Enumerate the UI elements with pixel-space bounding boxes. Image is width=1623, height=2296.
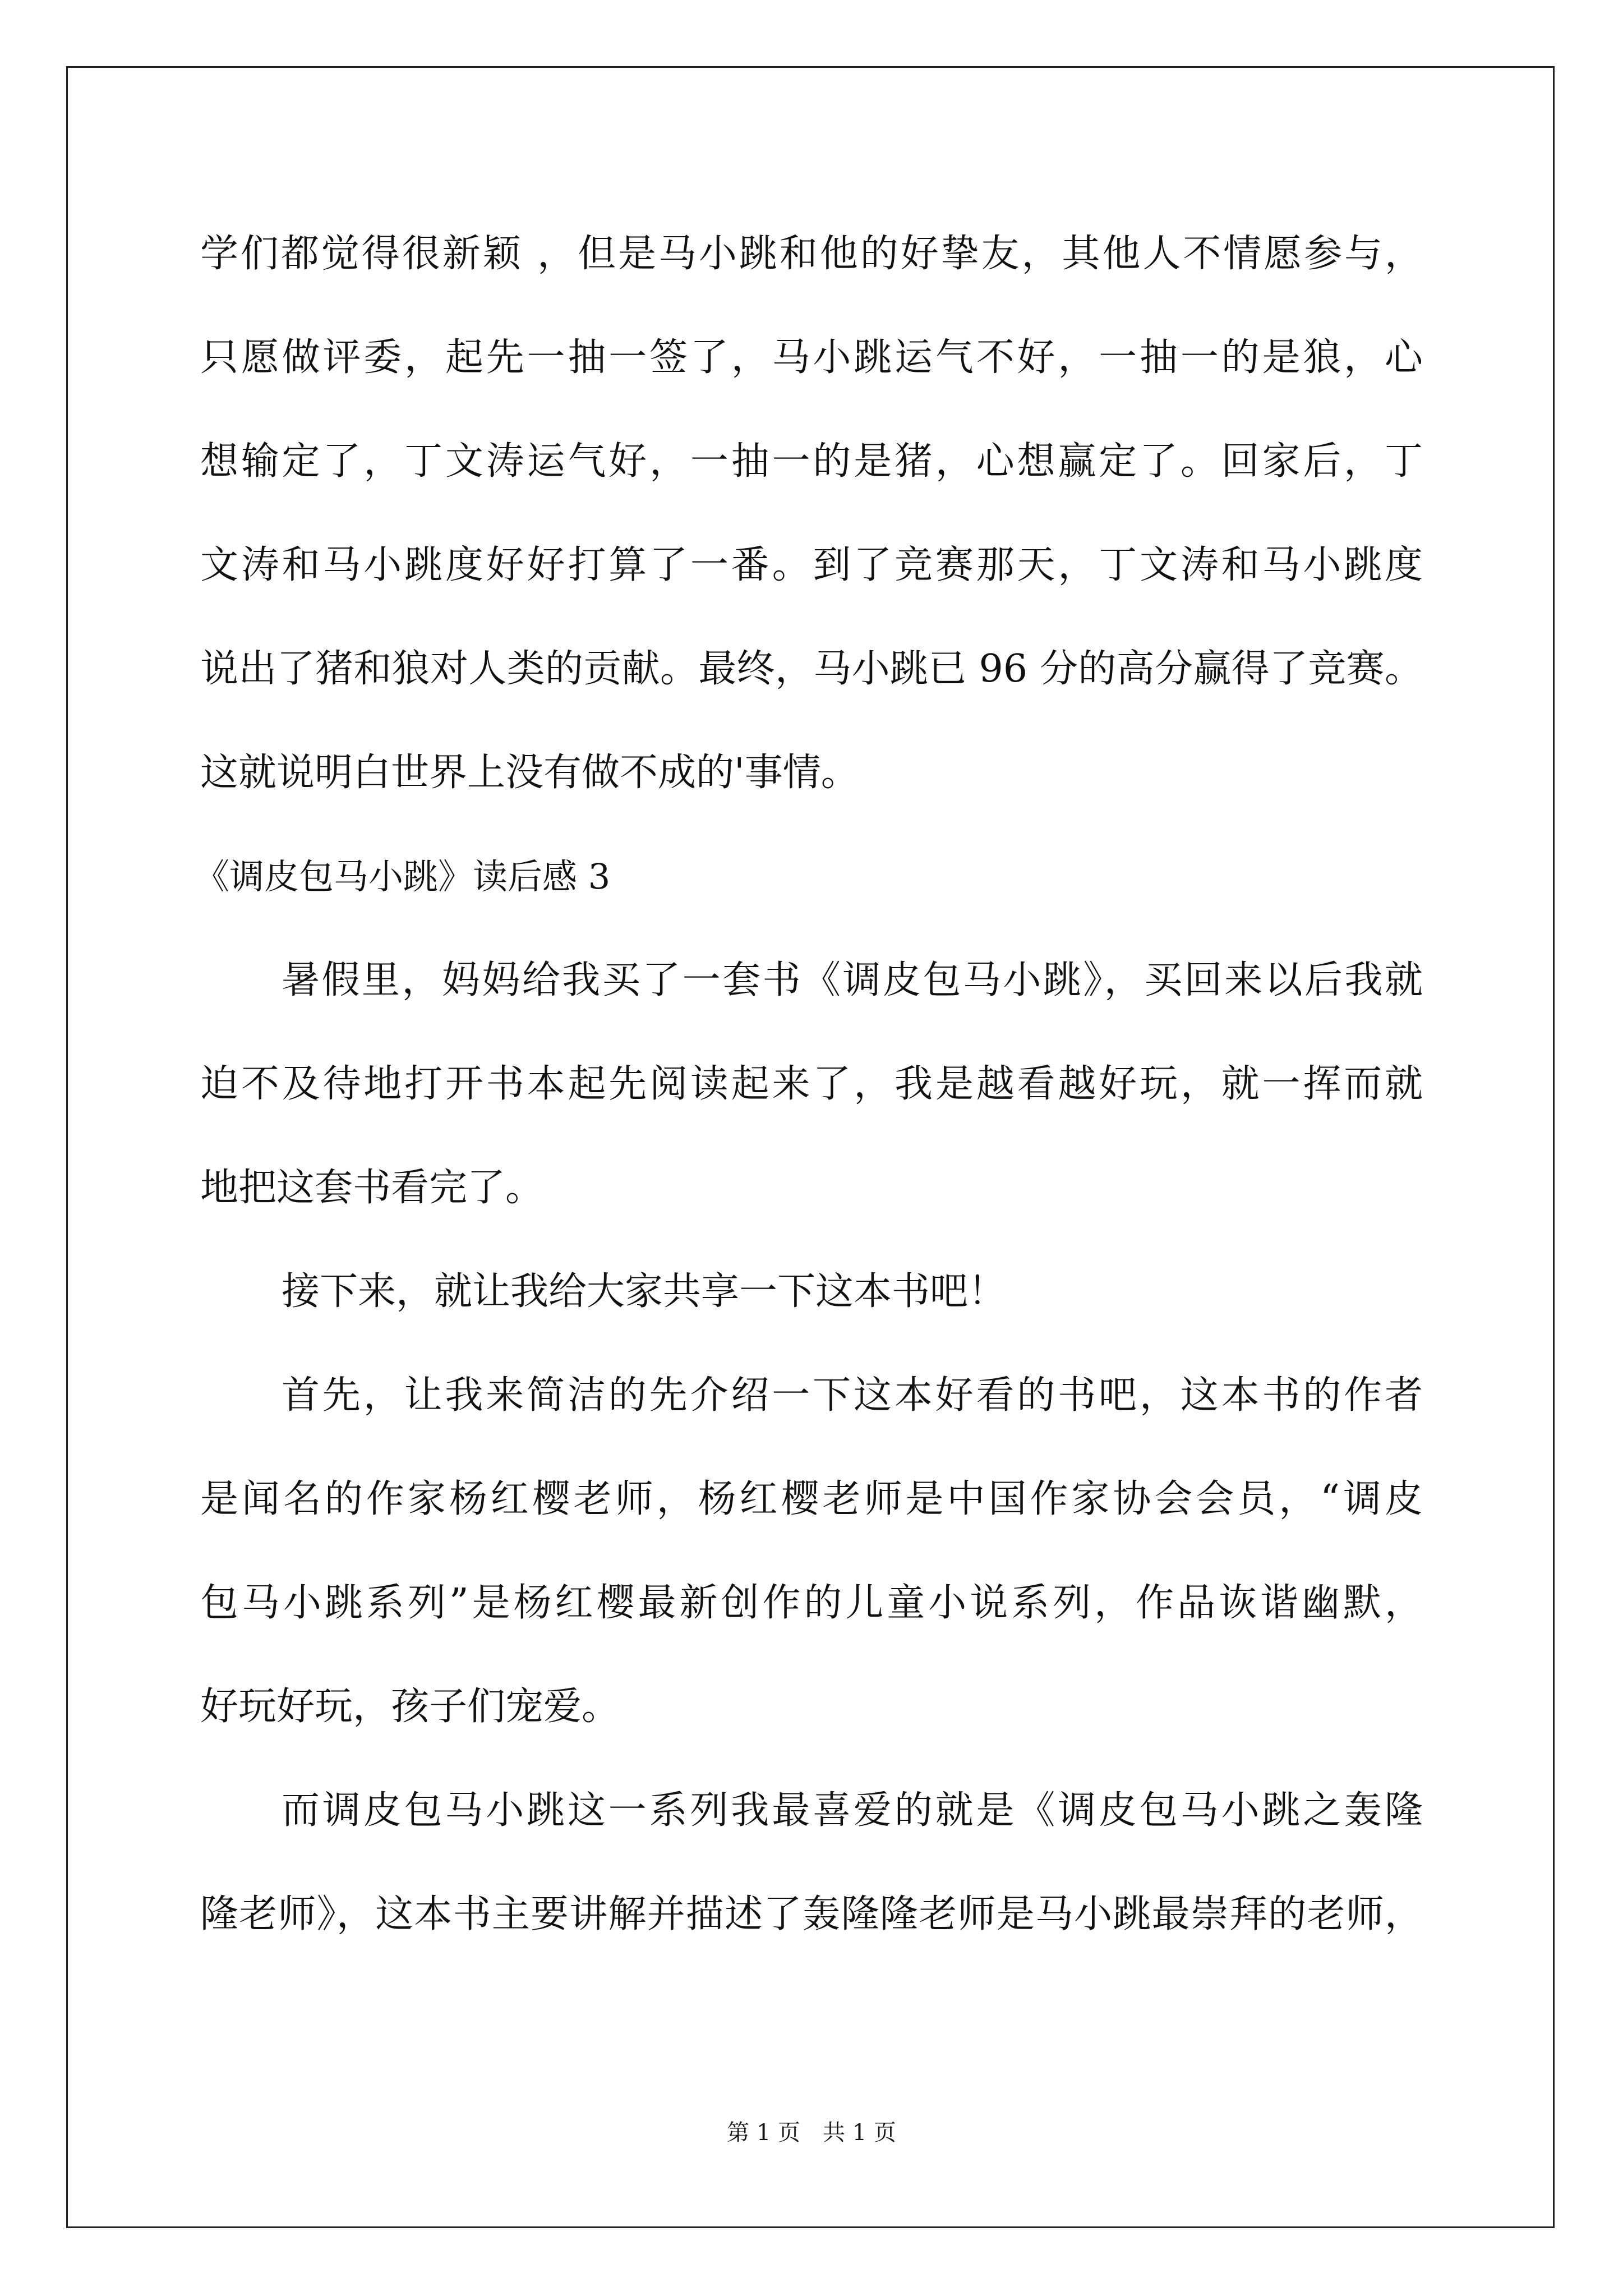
text-line: 而调皮包马小跳这一系列我最喜爱的就是《调皮包马小跳之轰隆 bbox=[282, 1788, 1423, 1833]
text-line: 文涛和马小跳度好好打算了一番。到了竞赛那天，丁文涛和马小跳度 bbox=[200, 543, 1423, 587]
text-line: 是闻名的作家杨红樱老师，杨红樱老师是中国作家协会会员，“调皮 bbox=[200, 1477, 1423, 1521]
document-body bbox=[195, 202, 1423, 1966]
text-line: 地把这套书看完了。 bbox=[200, 1166, 544, 1210]
text-line: 隆老师》，这本书主要讲解并描述了轰隆隆老师是马小跳最崇拜的老师， bbox=[200, 1892, 1423, 1936]
text-line: 只愿做评委，起先一抽一签了，马小跳运气不好，一抽一的是狼，心 bbox=[200, 335, 1423, 380]
text-line: 学们都觉得很新颖 ，但是马小跳和他的好挚友，其他人不情愿参与， bbox=[200, 232, 1423, 276]
text-line: 暑假里，妈妈给我买了一套书《调皮包马小跳》，买回来以后我就 bbox=[282, 958, 1423, 1002]
text-line: 首先，让我来简洁的先介绍一下这本好看的书吧，这本书的作者 bbox=[282, 1373, 1423, 1418]
section-heading: 《调皮包马小跳》读后感 3 bbox=[195, 856, 611, 897]
text-line: 迫不及待地打开书本起先阅读起来了，我是越看越好玩，就一挥而就 bbox=[200, 1062, 1423, 1106]
text-line: 这就说明白世界上没有做不成的'事情。 bbox=[200, 751, 859, 795]
text-line: 说出了猪和狼对人类的贡献。最终，马小跳已 96 分的高分赢得了竞赛。 bbox=[200, 647, 1423, 691]
text-line: 想输定了，丁文涛运气好，一抽一的是猪，心想赢定了。回家后，丁 bbox=[200, 439, 1423, 484]
text-line: 包马小跳系列”是杨红樱最新创作的儿童小说系列，作品诙谐幽默， bbox=[200, 1581, 1423, 1625]
text-line: 好玩好玩，孩子们宠爱。 bbox=[200, 1685, 620, 1729]
text-line: 接下来，就让我给大家共享一下这本书吧！ bbox=[282, 1269, 1007, 1314]
page-footer: 第 1 页 共 1 页 bbox=[727, 2120, 896, 2146]
